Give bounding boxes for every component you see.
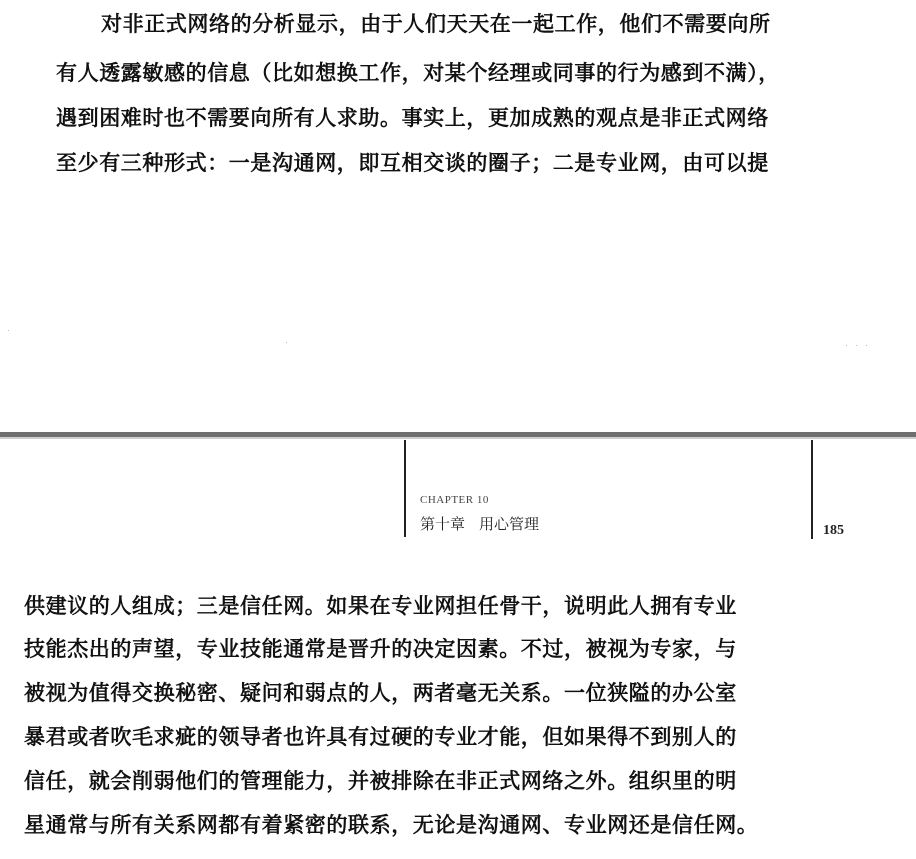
chapter-number: 第十章 <box>420 515 466 533</box>
text-line: 星通常与所有关系网都有着紧密的联系，无论是沟通网、专业网还是信任网。 <box>24 812 759 837</box>
scan-speck <box>286 342 287 343</box>
scan-speck <box>856 345 857 346</box>
text-line: 至少有三种形式：一是沟通网，即互相交谈的圈子；二是专业网，由可以提 <box>56 150 769 175</box>
scan-speck <box>866 345 867 346</box>
text-line: 技能杰出的声望，专业技能通常是晋升的决定因素。不过，被视为专家，与 <box>24 636 737 661</box>
scan-speck <box>846 345 847 346</box>
header-rule-left <box>404 440 406 537</box>
text-line: 对非正式网络的分析显示，由于人们天天在一起工作，他们不需要向所 <box>101 11 771 36</box>
text-line: 暴君或者吹毛求疵的领导者也许具有过硬的专业才能，但如果得不到别人的 <box>24 724 737 749</box>
page-divider-shadow <box>0 437 916 439</box>
text-line: 供建议的人组成；三是信任网。如果在专业网担任骨干，说明此人拥有专业 <box>24 593 737 618</box>
page-number: 185 <box>823 523 844 538</box>
chapter-label-cn <box>420 513 539 534</box>
chapter-title: 用心管理 <box>479 515 540 533</box>
chapter-label-en: CHAPTER 10 <box>420 494 489 506</box>
scan-speck <box>8 330 9 331</box>
text-line: 被视为值得交换秘密、疑问和弱点的人，两者毫无关系。一位狭隘的办公室 <box>24 680 737 705</box>
text-line: 遇到困难时也不需要向所有人求助。事实上，更加成熟的观点是非正式网络 <box>56 105 769 130</box>
text-line: 有人透露敏感的信息（比如想换工作，对某个经理或同事的行为感到不满）， <box>56 60 780 85</box>
text-line: 信任，就会削弱他们的管理能力，并被排除在非正式网络之外。组织里的明 <box>24 768 737 793</box>
header-rule-right <box>811 440 813 539</box>
